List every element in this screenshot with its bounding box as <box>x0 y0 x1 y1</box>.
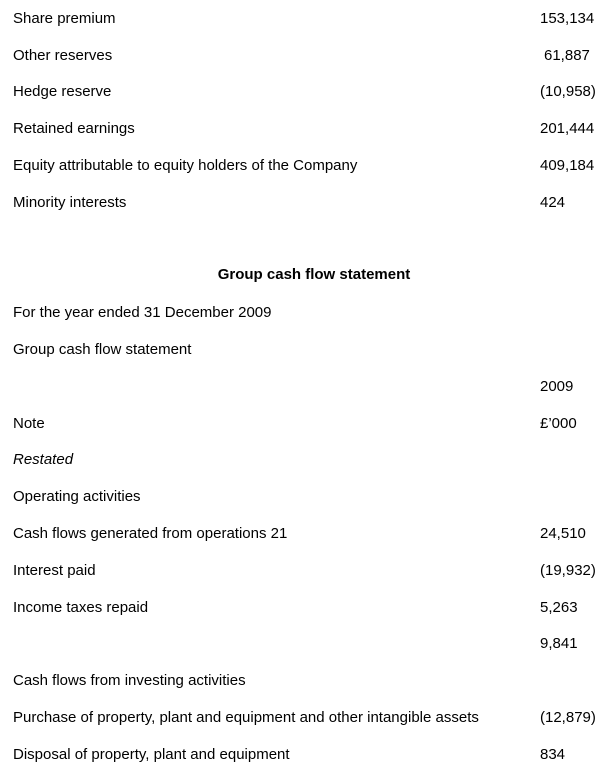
row-value: 153,134 <box>540 10 595 27</box>
operating-total-row <box>0 632 614 656</box>
row-label: Purchase of property, plant and equipment and other intangible assets <box>13 709 479 726</box>
investing-heading: Cash flows from investing activities <box>13 672 246 689</box>
row-label: Minority interests <box>13 194 127 211</box>
row-value: (10,958) <box>540 83 596 100</box>
row-value: 5,263 <box>540 599 578 616</box>
operating-row <box>0 559 614 583</box>
row-value: 409,184 <box>540 157 595 174</box>
subtitle-text: Group cash flow statement <box>13 341 192 358</box>
row-label: Retained earnings <box>13 120 135 137</box>
equity-row-attributable <box>0 154 614 178</box>
operating-heading: Operating activities <box>13 488 141 505</box>
row-label: Cash flows generated from operations 21 <box>13 525 288 542</box>
period-row <box>0 301 614 325</box>
investing-heading-row <box>0 669 614 693</box>
equity-row-other-reserves <box>0 44 614 68</box>
equity-row-share-premium <box>0 7 614 31</box>
equity-row-hedge-reserve <box>0 80 614 104</box>
cash-flow-heading: Group cash flow statement <box>217 266 411 283</box>
period-text: For the year ended 31 December 2009 <box>13 304 272 321</box>
unit-header: £’000 <box>540 415 577 432</box>
investing-row <box>0 743 614 767</box>
equity-row-retained-earnings <box>0 117 614 141</box>
restated-row <box>0 448 614 472</box>
row-label: Other reserves <box>13 47 113 64</box>
subtitle-row <box>0 338 614 362</box>
restated-label: Restated <box>13 451 74 468</box>
equity-row-minority-interests <box>0 191 614 215</box>
operating-heading-row <box>0 485 614 509</box>
row-value: 201,444 <box>540 120 595 137</box>
row-label: Hedge reserve <box>13 83 112 100</box>
row-value: (12,879) <box>540 709 596 726</box>
operating-row <box>0 522 614 546</box>
row-value: 24,510 <box>540 525 586 542</box>
year-header: 2009 <box>540 378 574 395</box>
row-value: 834 <box>540 746 566 763</box>
row-label: Interest paid <box>13 562 96 579</box>
operating-row <box>0 596 614 620</box>
note-row <box>0 412 614 436</box>
row-value: 424 <box>540 194 566 211</box>
row-label: Equity attributable to equity holders of the Company <box>13 157 358 174</box>
investing-row <box>0 706 614 730</box>
year-row <box>0 375 614 399</box>
row-label: Disposal of property, plant and equipment <box>13 746 290 763</box>
row-value: (19,932) <box>540 562 596 579</box>
row-label: Income taxes repaid <box>13 599 149 616</box>
row-label: Share premium <box>13 10 116 27</box>
row-value: 61,887 <box>544 47 590 64</box>
operating-total-value: 9,841 <box>540 635 578 652</box>
section-heading <box>0 263 614 287</box>
note-label: Note <box>13 415 45 432</box>
